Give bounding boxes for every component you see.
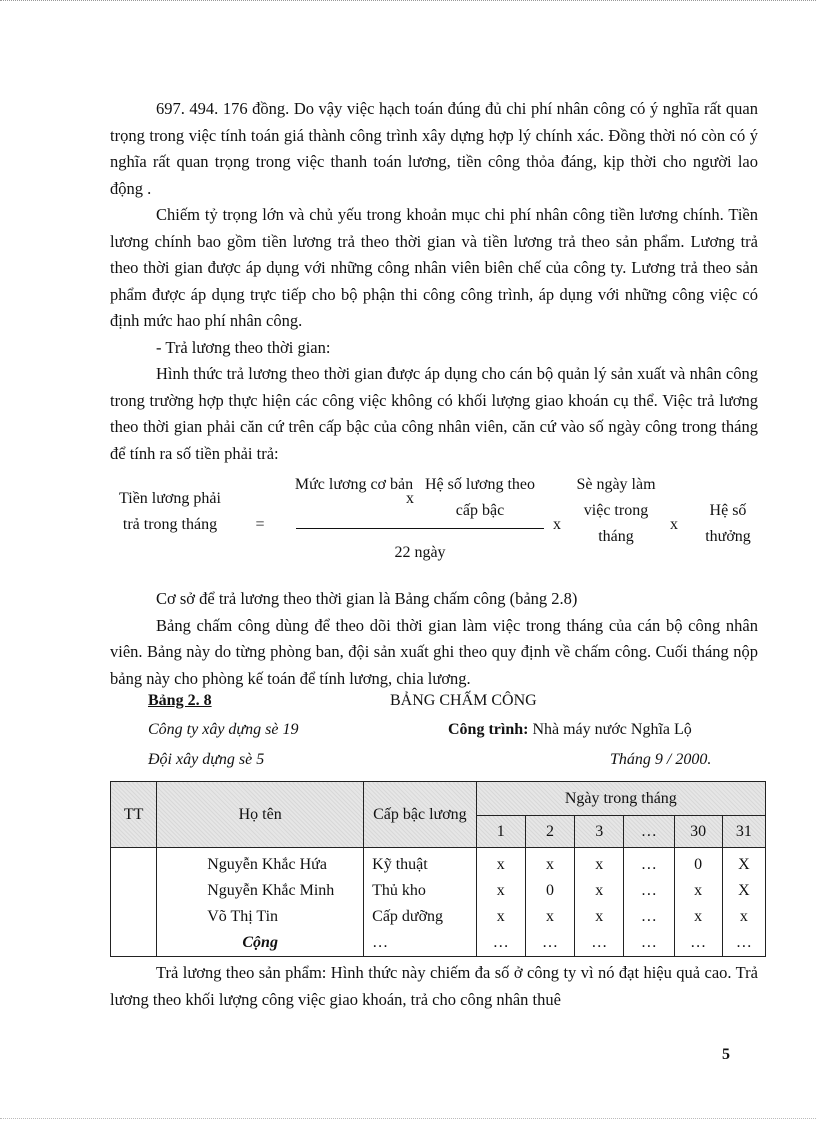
cell-mark: … (476, 930, 525, 957)
formula-times: x (406, 490, 414, 507)
bottom-divider (0, 1118, 816, 1119)
formula-working-days: Sè ngày làm việc trong tháng (576, 476, 656, 545)
body-text (110, 96, 758, 467)
table-label: Bảng 2. 8 (148, 692, 212, 709)
header-day: 31 (722, 816, 765, 848)
paragraph: Cơ sở để trả lương theo thời gian là Bảng chấm công (bảng 2.8) (156, 589, 578, 608)
cell-mark: x (476, 904, 525, 930)
cell-tt (111, 848, 157, 879)
cell-mark: 0 (674, 848, 722, 879)
formula-bonus: Hệ số thưởng (705, 502, 751, 545)
cell-mark: … (674, 930, 722, 957)
paragraph: Trả lương theo sản phẩm: Hình thức này chiếm đa số ở công ty vì nó đạt hiệu quả cao. Trả lương theo khối lượng công việc giao khoán, trả cho công nhân thuê (110, 963, 758, 1009)
paragraph: Hình thức trả lương theo thời gian được áp dụng cho cán bộ quản lý sản xuất và nhân công trong trường hợp thực hiện các công việc không có khối lượng giao khoán cụ thể. Việc trả lương theo thời gian phải căn cứ trên cấp bậc của công nhân viên, căn cứ vào số ngày công trong tháng để tính ra số tiền phải trả: (110, 364, 758, 463)
cell-mark: X (722, 848, 765, 879)
cell-mark: x (525, 904, 574, 930)
table-row (111, 904, 766, 930)
page-number: 5 (722, 1046, 730, 1063)
cell-mark: x (575, 878, 624, 904)
header-day: … (624, 816, 674, 848)
fraction-line (296, 528, 544, 529)
header-day: 1 (476, 816, 525, 848)
cell-mark: … (624, 930, 674, 957)
header-tt: TT (111, 782, 157, 848)
project-value: Nhà máy nước Nghĩa Lộ (532, 721, 692, 738)
cell-name: Nguyễn Khắc Minh (157, 878, 364, 904)
team-name: Đội xây dựng sè 5 (148, 751, 265, 768)
table-title: BẢNG CHẤM CÔNG (390, 692, 537, 709)
cell-mark: x (722, 904, 765, 930)
company-name: Công ty xây dựng sè 19 (148, 721, 299, 738)
cell-tt (111, 878, 157, 904)
paragraph: - Trả lương theo thời gian: (156, 337, 331, 357)
cell-mark: … (525, 930, 574, 957)
cell-mark: … (624, 848, 674, 879)
cell-mark: … (624, 904, 674, 930)
cell-mark: x (674, 904, 722, 930)
header-day: 3 (575, 816, 624, 848)
cell-mark: x (476, 878, 525, 904)
cell-mark: x (575, 848, 624, 879)
formula-times: x (553, 516, 561, 533)
formula-times: x (670, 516, 678, 533)
paragraph: Chiếm tỷ trọng lớn và chủ yếu trong khoản mục chi phí nhân công tiền lương chính. Tiền lương chính bao gồm tiền lương trả theo thời gian và tiền lương trả theo sản phẩm. Lương trả theo thời gian được áp dụng với những công nhân viên biên chế của công ty. Lương trả theo sản phẩm được áp dụng trực tiếp cho bộ phận thi công công trình, áp dụng với những công việc có định mức hao phí nhân công. (110, 205, 758, 330)
header-day: 30 (674, 816, 722, 848)
cell-mark: 0 (525, 878, 574, 904)
month-label: Tháng 9 / 2000. (610, 751, 712, 768)
cell-name: Võ Thị Tin (157, 904, 364, 930)
header-day: 2 (525, 816, 574, 848)
cell-mark: x (575, 904, 624, 930)
project-label: Công trình: (448, 721, 529, 738)
cell-name: Nguyễn Khắc Hứa (157, 848, 364, 879)
cell-tt (111, 930, 157, 957)
paragraph: 697. 494. 176 đồng. Do vậy việc hạch toán đúng đủ chi phí nhân công có ý nghĩa rất quan trọng trong việc tính toán giá thành công trình xây dựng hợp lý chính xác. Đồng thời nó còn có ý nghĩa rất quan trọng trong việc thanh toán lương, tiền công thỏa đáng, kịp thời cho người lao động . (110, 99, 758, 198)
salary-formula (110, 472, 770, 582)
formula-coefficient: Hệ số lương theo cấp bậc (424, 476, 535, 519)
body-text-after-formula (110, 586, 758, 692)
formula-denominator: 22 ngày (394, 544, 446, 561)
cell-mark: … (722, 930, 765, 957)
table-row (111, 878, 766, 904)
cell-grade: Cấp dưỡng (364, 904, 477, 930)
formula-equals: = (255, 516, 265, 533)
cell-grade: Kỹ thuật (364, 848, 477, 879)
cell-mark: … (624, 878, 674, 904)
body-text-end (110, 960, 758, 1013)
cell-grade: Thủ kho (364, 878, 477, 904)
cell-mark: … (575, 930, 624, 957)
paragraph: Bảng chấm công dùng để theo dõi thời gian làm việc trong tháng của cán bộ công nhân viên. Bảng này do từng phòng ban, đội sản xuất ghi theo quy định về chấm công. Cuối tháng nộp bảng này cho phòng kế toán để tính lương, chia lương. (110, 615, 758, 688)
cell-mark: X (722, 878, 765, 904)
cell-mark: x (674, 878, 722, 904)
table-row (111, 848, 766, 879)
formula-base-salary: Mức lương cơ bản (294, 476, 414, 493)
header-name: Họ tên (157, 782, 364, 848)
header-days: Ngày trong tháng (476, 782, 765, 816)
cell-tt (111, 904, 157, 930)
total-row (111, 930, 766, 957)
top-divider (0, 0, 816, 1)
cell-total-label: Cộng (157, 930, 364, 957)
cell-mark: x (476, 848, 525, 879)
header-grade: Cấp bậc lương (364, 782, 477, 848)
project-info (448, 721, 692, 739)
cell-grade: … (364, 930, 477, 957)
formula-lhs: Tiền lương phải trả trong tháng (119, 490, 221, 533)
attendance-table (110, 781, 766, 957)
cell-mark: x (525, 848, 574, 879)
